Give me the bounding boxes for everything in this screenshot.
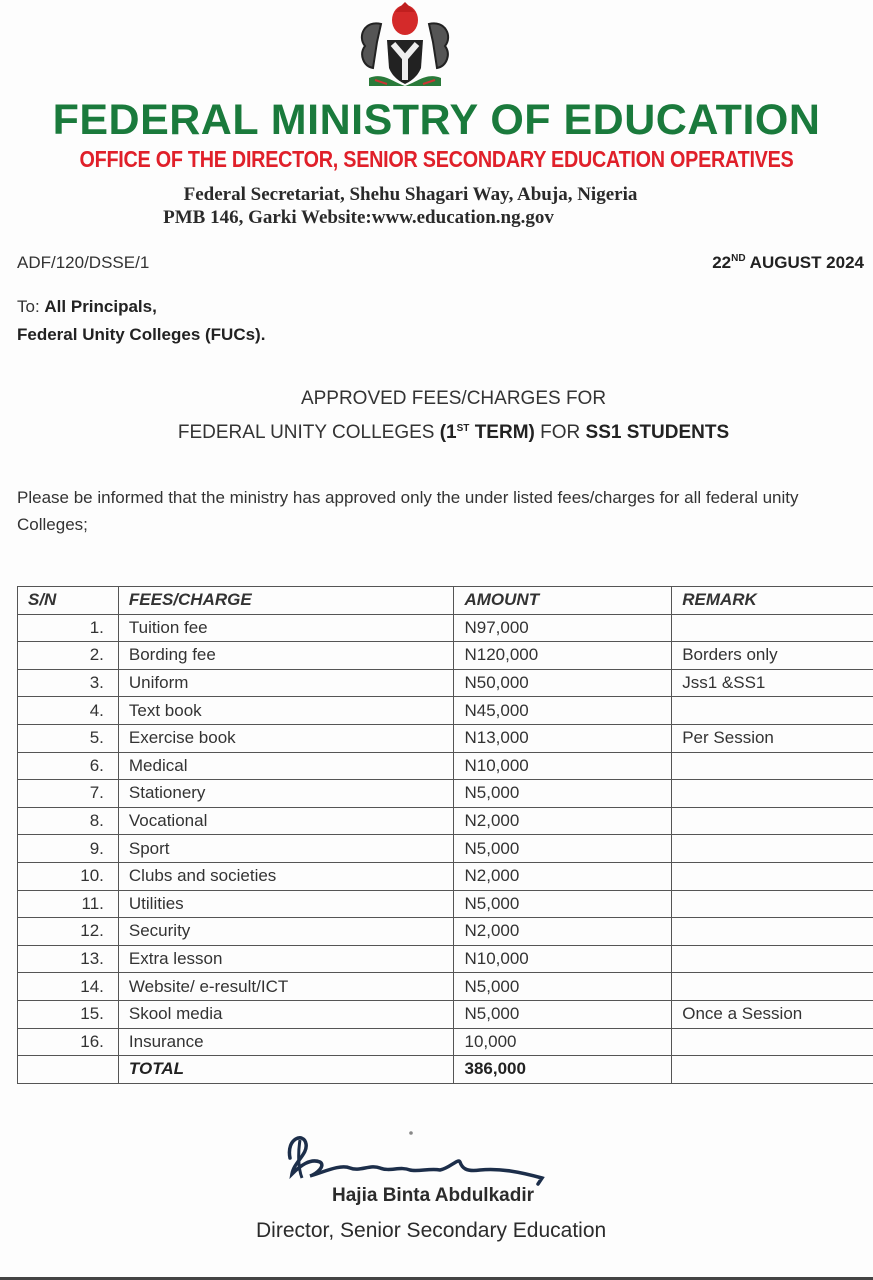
row-amount: N10,000 bbox=[454, 945, 672, 973]
recipient-prefix: To: bbox=[17, 297, 45, 316]
row-amount: N5,000 bbox=[454, 780, 672, 808]
date-day: 22 bbox=[712, 253, 732, 272]
date-suffix: ND bbox=[731, 253, 746, 264]
row-fee: Bording fee bbox=[118, 642, 454, 670]
row-amount: N45,000 bbox=[454, 697, 672, 725]
recipient-line-2: Federal Unity Colleges (FUCs). bbox=[17, 325, 266, 344]
row-fee: Clubs and societies bbox=[118, 862, 454, 890]
row-fee: Sport bbox=[118, 835, 454, 863]
row-sn: 5. bbox=[18, 724, 119, 752]
table-row bbox=[18, 697, 873, 725]
document-title-line-1: APPROVED FEES/CHARGES FOR bbox=[300, 388, 607, 409]
row-amount: N97,000 bbox=[454, 614, 672, 642]
row-remark: Jss1 &SS1 bbox=[672, 669, 873, 697]
table-row bbox=[18, 862, 873, 890]
total-remark bbox=[672, 1056, 873, 1084]
row-fee: Tuition fee bbox=[118, 614, 454, 642]
total-sn bbox=[18, 1056, 119, 1084]
row-sn: 8. bbox=[18, 807, 119, 835]
title-term-suffix: ST bbox=[456, 423, 470, 434]
row-remark bbox=[672, 973, 873, 1001]
row-fee: Vocational bbox=[118, 807, 454, 835]
row-remark bbox=[672, 780, 873, 808]
row-amount: N120,000 bbox=[454, 642, 672, 670]
signatory-name: Hajia Binta Abdulkadir bbox=[332, 1185, 534, 1206]
row-remark bbox=[672, 890, 873, 918]
row-sn: 6. bbox=[18, 752, 119, 780]
row-fee: Uniform bbox=[118, 669, 454, 697]
row-amount: N13,000 bbox=[454, 724, 672, 752]
row-sn: 13. bbox=[18, 945, 119, 973]
recipient-line-1 bbox=[17, 297, 157, 317]
title-part: FEDERAL UNITY COLLEGES bbox=[177, 422, 440, 443]
title-part: FOR bbox=[534, 422, 586, 443]
table-total-row bbox=[18, 1056, 873, 1084]
row-fee: Insurance bbox=[118, 1028, 454, 1056]
row-amount: N50,000 bbox=[454, 669, 672, 697]
office-name: OFFICE OF THE DIRECTOR, SENIOR SECONDARY EDUCATION OPERATIVES bbox=[79, 146, 794, 172]
header-amount: AMOUNT bbox=[454, 587, 672, 615]
title-term-word: TERM) bbox=[469, 422, 535, 443]
address-line-2: PMB 146, Garki Website:www.education.ng.gov bbox=[163, 207, 554, 228]
row-amount: N2,000 bbox=[454, 918, 672, 946]
row-fee: Utilities bbox=[118, 890, 454, 918]
row-fee: Extra lesson bbox=[118, 945, 454, 973]
document-title-line-2 bbox=[17, 422, 873, 444]
table-row bbox=[18, 752, 873, 780]
fees-table bbox=[17, 586, 873, 1084]
row-sn: 16. bbox=[18, 1028, 119, 1056]
row-sn: 9. bbox=[18, 835, 119, 863]
signatory-title: Director, Senior Secondary Education bbox=[256, 1219, 607, 1242]
table-row bbox=[18, 614, 873, 642]
row-amount: 10,000 bbox=[454, 1028, 672, 1056]
table-row bbox=[18, 945, 873, 973]
row-remark bbox=[672, 752, 873, 780]
row-remark bbox=[672, 862, 873, 890]
table-row bbox=[18, 890, 873, 918]
row-fee: Skool media bbox=[118, 1000, 454, 1028]
coat-of-arms-icon bbox=[343, 2, 467, 94]
total-label: TOTAL bbox=[118, 1056, 454, 1084]
table-row bbox=[18, 973, 873, 1001]
row-sn: 3. bbox=[18, 669, 119, 697]
header-sn: S/N bbox=[18, 587, 119, 615]
recipient-name: All Principals, bbox=[44, 297, 157, 316]
row-fee: Stationery bbox=[118, 780, 454, 808]
row-sn: 10. bbox=[18, 862, 119, 890]
row-amount: N5,000 bbox=[454, 890, 672, 918]
row-fee: Security bbox=[118, 918, 454, 946]
header-remark: REMARK bbox=[672, 587, 873, 615]
address-line-1: Federal Secretariat, Shehu Shagari Way, Abuja, Nigeria bbox=[183, 184, 638, 205]
row-fee: Exercise book bbox=[118, 724, 454, 752]
table-row bbox=[18, 807, 873, 835]
title-term-number: (1 bbox=[439, 422, 457, 443]
row-fee: Website/ e-result/ICT bbox=[118, 973, 454, 1001]
row-sn: 14. bbox=[18, 973, 119, 1001]
date-month-year: AUGUST 2024 bbox=[745, 253, 864, 272]
title-class: SS1 STUDENTS bbox=[585, 422, 730, 443]
table-row bbox=[18, 835, 873, 863]
row-remark bbox=[672, 697, 873, 725]
row-amount: N2,000 bbox=[454, 862, 672, 890]
row-amount: N5,000 bbox=[454, 835, 672, 863]
row-sn: 7. bbox=[18, 780, 119, 808]
table-header-row bbox=[18, 587, 873, 615]
row-remark: Once a Session bbox=[672, 1000, 873, 1028]
table-row bbox=[18, 724, 873, 752]
table-row bbox=[18, 780, 873, 808]
table-row bbox=[18, 1028, 873, 1056]
row-remark bbox=[672, 807, 873, 835]
row-remark bbox=[672, 1028, 873, 1056]
header-fee: FEES/CHARGE bbox=[118, 587, 454, 615]
row-sn: 4. bbox=[18, 697, 119, 725]
row-sn: 11. bbox=[18, 890, 119, 918]
row-sn: 2. bbox=[18, 642, 119, 670]
row-amount: N5,000 bbox=[454, 1000, 672, 1028]
title-term bbox=[440, 422, 535, 443]
table-row bbox=[18, 918, 873, 946]
table-row bbox=[18, 669, 873, 697]
row-amount: N2,000 bbox=[454, 807, 672, 835]
table-row bbox=[18, 1000, 873, 1028]
signature-icon bbox=[280, 1128, 560, 1188]
row-remark bbox=[672, 835, 873, 863]
row-fee: Text book bbox=[118, 697, 454, 725]
row-sn: 12. bbox=[18, 918, 119, 946]
intro-paragraph: Please be informed that the ministry has approved only the under listed fees/charges for all federal unity Colleges; bbox=[17, 488, 799, 534]
row-sn: 1. bbox=[18, 614, 119, 642]
row-amount: N5,000 bbox=[454, 973, 672, 1001]
letter-date bbox=[712, 253, 864, 273]
reference-number: ADF/120/DSSE/1 bbox=[17, 253, 150, 272]
row-amount: N10,000 bbox=[454, 752, 672, 780]
row-remark bbox=[672, 918, 873, 946]
row-remark bbox=[672, 614, 873, 642]
row-fee: Medical bbox=[118, 752, 454, 780]
row-remark bbox=[672, 945, 873, 973]
total-amount: 386,000 bbox=[454, 1056, 672, 1084]
table-row bbox=[18, 642, 873, 670]
row-remark: Borders only bbox=[672, 642, 873, 670]
row-remark: Per Session bbox=[672, 724, 873, 752]
ministry-name: FEDERAL MINISTRY OF EDUCATION bbox=[52, 96, 821, 144]
row-sn: 15. bbox=[18, 1000, 119, 1028]
